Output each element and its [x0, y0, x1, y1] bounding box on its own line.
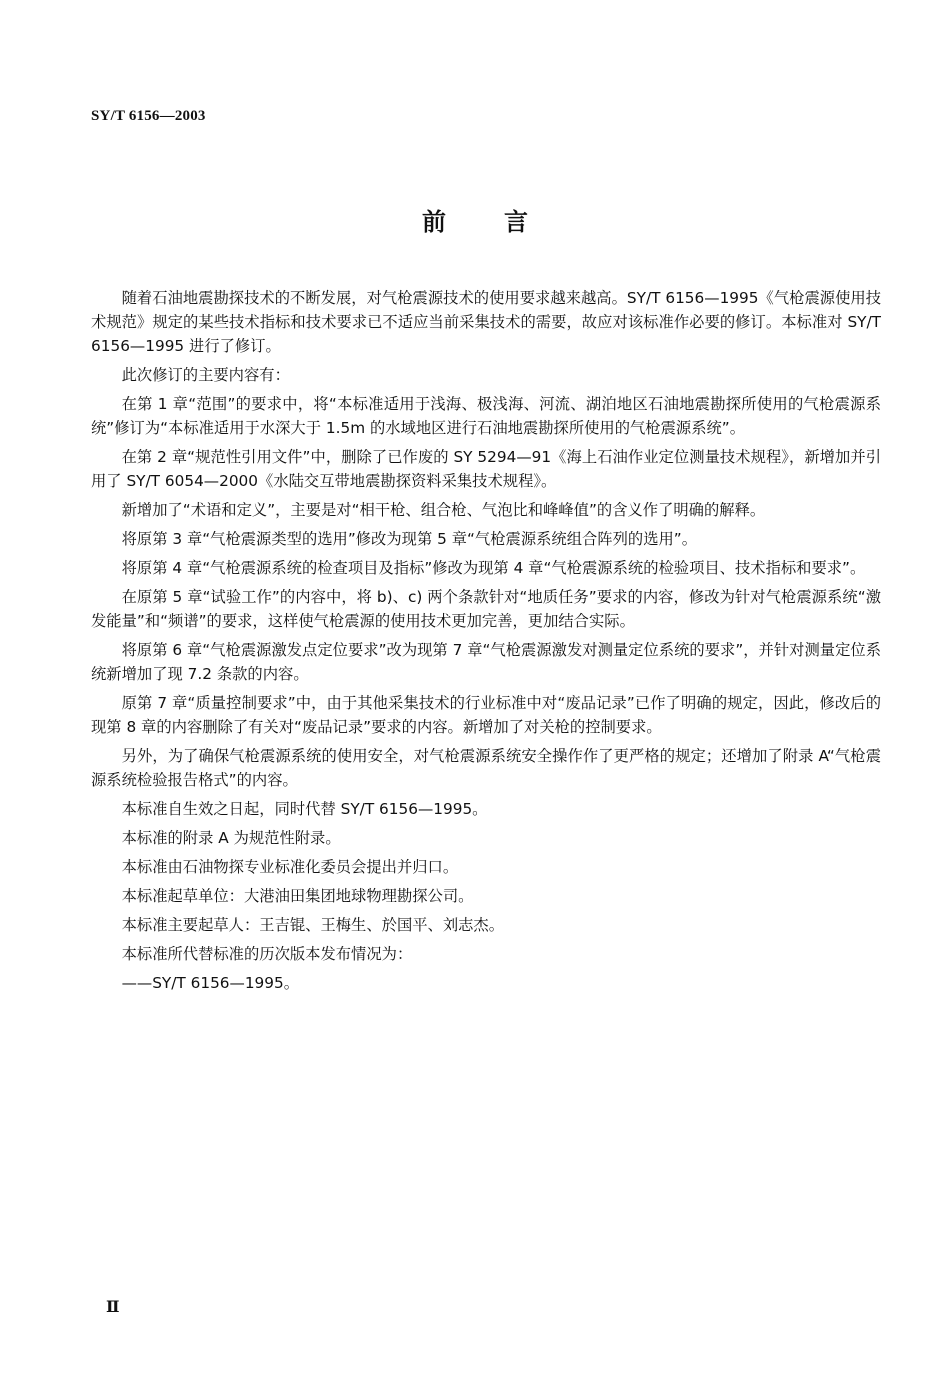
paragraph: 本标准自生效之日起，同时代替 SY/T 6156—1995。: [121, 800, 488, 818]
paragraph: 本标准由石油物探专业标准化委员会提出并归口。: [121, 858, 459, 876]
paragraph: 在第 1 章“范围”的要求中，将“本标准适用于浅海、极浅海、河流、湖泊地区石油地震勘探所使用的气枪震源系统”修订为“本标准适用于水深大于 1.5m 的水域地区进行石油地震勘探所使用的气枪震源系统”。: [91, 395, 881, 437]
paragraph: 在第 2 章“规范性引用文件”中，删除了已作废的 SY 5294—91《海上石油作业定位测量技术规程》，新增加并引用了 SY/T 6054—2000《水陆交互带地震勘探资料采集技术规程》。: [91, 448, 881, 490]
paragraph: 本标准主要起草人：王吉锟、王梅生、於国平、刘志杰。: [121, 916, 505, 934]
paragraph: 本标准所代替标准的历次版本发布情况为：: [121, 945, 413, 963]
paragraph: 在原第 5 章“试验工作”的内容中，将 b)、c) 两个条款针对“地质任务”要求的内容，修改为针对气枪震源系统“激发能量”和“频谱”的要求，这样使气枪震源的使用技术更加完善，更加结合实际。: [91, 588, 881, 630]
paragraph: ——SY/T 6156—1995。: [121, 974, 300, 992]
page-title: 前言: [422, 208, 586, 236]
paragraph: 本标准起草单位：大港油田集团地球物理勘探公司。: [121, 887, 474, 905]
paragraph: 将原第 6 章“气枪震源激发点定位要求”改为现第 7 章“气枪震源激发对测量定位系统的要求”，并针对测量定位系统新增加了现 7.2 条款的内容。: [91, 641, 881, 683]
paragraph: 另外，为了确保气枪震源系统的使用安全，对气枪震源系统安全操作作了更严格的规定；还增加了附录 A“气枪震源系统检验报告格式”的内容。: [91, 747, 881, 789]
paragraph: 随着石油地震勘探技术的不断发展，对气枪震源技术的使用要求越来越高。SY/T 6156—1995《气枪震源使用技术规范》规定的某些技术指标和技术要求已不适应当前采集技术的需要，故应对该标准作必要的修订。本标准对 SY/T 6156—1995 进行了修订。: [91, 289, 881, 355]
document-code: SY/T 6156—2003: [91, 108, 206, 124]
page-number: Ⅱ: [106, 1299, 120, 1316]
paragraph: 本标准的附录 A 为规范性附录。: [121, 829, 341, 847]
paragraph: 此次修订的主要内容有：: [121, 366, 290, 384]
paragraph: 新增加了“术语和定义”，主要是对“相干枪、组合枪、气泡比和峰峰值”的含义作了明确的解释。: [121, 501, 766, 519]
foreword-body: [91, 286, 881, 1000]
paragraph: 将原第 3 章“气枪震源类型的选用”修改为现第 5 章“气枪震源系统组合阵列的选用”。: [121, 530, 698, 548]
paragraph: 原第 7 章“质量控制要求”中，由于其他采集技术的行业标准中对“废品记录”已作了明确的规定，因此，修改后的现第 8 章的内容删除了有关对“废品记录”要求的内容。新增加了对关枪的控制要求。: [91, 694, 881, 736]
paragraph: 将原第 4 章“气枪震源系统的检查项目及指标”修改为现第 4 章“气枪震源系统的检验项目、技术指标和要求”。: [121, 559, 866, 577]
